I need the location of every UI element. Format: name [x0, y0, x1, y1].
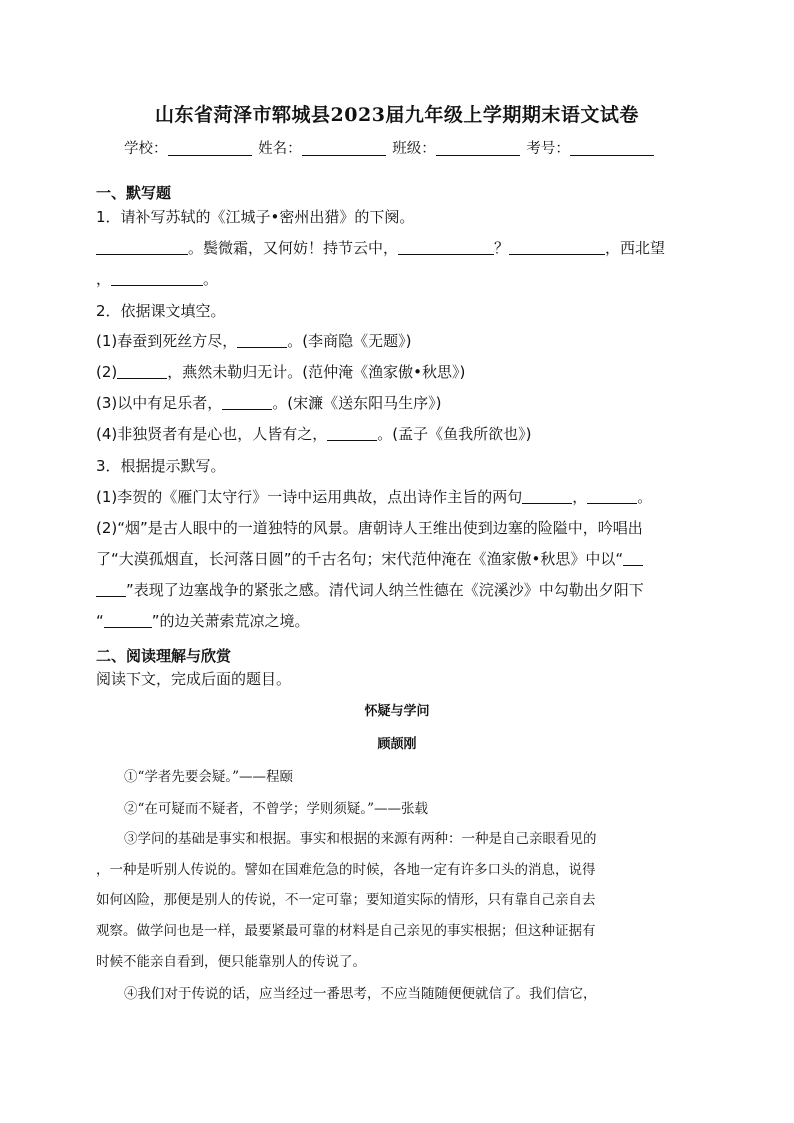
q2-item-text: ，燕然未勒归无计。(范仲淹《渔家傲•秋思》): [167, 363, 466, 381]
q1-text: ，西北望: [605, 239, 666, 257]
article-paragraph: 时候不能亲自看到，便只能靠别人的传说了。: [96, 954, 366, 970]
class-label: 班级：: [392, 141, 436, 157]
q3-text: ”表现了边塞战争的紧张之感。清代词人纳兰性德在《浣溪沙》中勾勒出夕阳下: [126, 581, 644, 599]
answer-blank[interactable]: [117, 364, 167, 379]
answer-blank[interactable]: [111, 271, 203, 286]
q3-text: ”的边关萧索荒凉之境。: [151, 612, 310, 630]
school-field[interactable]: [168, 140, 252, 156]
article-paragraph: 如何凶险，那便是别人的传说，不一定可靠；要知道实际的情形，只有靠自己亲自去: [96, 892, 596, 908]
q2-item-text: 。(孟子《鱼我所欲也》): [377, 425, 532, 443]
q1-prompt: 1．请补写苏轼的《江城子•密州出猎》的下阕。: [96, 208, 415, 226]
student-info-row: [124, 137, 656, 158]
answer-blank[interactable]: [509, 240, 605, 255]
q3-part2-line: [96, 548, 643, 569]
q2-item: [96, 392, 441, 413]
q3-prompt: 3．根据提示默写。: [96, 457, 226, 475]
q3-part2-line: [96, 610, 310, 631]
q2-item-text: 。(李商隐《无题》): [287, 332, 412, 350]
q2-item: [96, 361, 465, 382]
article-paragraph: 观察。做学问也是一样，最要紧最可靠的材料是自己亲见的事实根据；但这种证据有: [96, 923, 596, 939]
answer-blank[interactable]: [96, 240, 188, 255]
article-paragraph: ④我们对于传说的话，应当经过一番思考，不应当随随便便就信了。我们信它，: [124, 986, 597, 1002]
q1-text: ，: [96, 270, 112, 288]
q1-line2: [96, 268, 218, 289]
q2-item-text: (1)春蚕到死丝方尽，: [96, 332, 238, 350]
q3-text: 了“大漠孤烟直，长河落日圆”的千古名句；宋代范仲淹在《渔家傲•秋思》中以“: [96, 550, 624, 568]
q2-item-text: (2): [96, 363, 118, 381]
q3-part1: [96, 486, 652, 507]
article-title: 怀疑与学问: [364, 704, 430, 719]
name-label: 姓名：: [258, 141, 302, 157]
class-field[interactable]: [436, 140, 520, 156]
q3-text: (1)李贺的《雁门太守行》一诗中运用典故，点出诗作主旨的两句: [96, 488, 523, 506]
name-field[interactable]: [302, 140, 386, 156]
exam-number-field[interactable]: [570, 140, 654, 156]
q3-text: ，: [572, 488, 588, 506]
section1-heading: 一、默写题: [96, 184, 172, 202]
q1-text: 。: [203, 270, 219, 288]
reading-intro: 阅读下文，完成后面的题目。: [96, 670, 292, 688]
answer-blank[interactable]: [96, 582, 126, 597]
q2-item: [96, 330, 411, 351]
exam-number-label: 考号：: [526, 141, 570, 157]
section2-heading: 二、阅读理解与欣赏: [96, 647, 232, 665]
article-author: 顾颉刚: [377, 737, 417, 752]
answer-blank[interactable]: [587, 489, 637, 504]
exam-title: 山东省菏泽市郓城县2023届九年级上学期期末语文试卷: [155, 104, 639, 126]
article-paragraph: ，一种是听别人传说的。譬如在国难危急的时候，各地一定有许多口头的消息，说得: [96, 862, 596, 878]
answer-blank[interactable]: [237, 333, 287, 348]
q2-prompt: 2．依据课文填空。: [96, 302, 226, 320]
answer-blank[interactable]: [623, 551, 643, 566]
school-label: 学校：: [124, 141, 168, 157]
answer-blank[interactable]: [398, 240, 494, 255]
q2-item-text: 。(宋濂《送东阳马生序》): [272, 394, 442, 412]
answer-blank[interactable]: [327, 426, 377, 441]
answer-blank[interactable]: [522, 489, 572, 504]
q3-part2-line: (2)“烟”是古人眼中的一道独特的风景。唐朝诗人王维出使到边塞的险隘中，吟唱出: [96, 519, 643, 537]
q2-item: [96, 423, 531, 444]
article-paragraph: ③学问的基础是事实和根据。事实和根据的来源有两种：一种是自己亲眼看见的: [124, 831, 597, 847]
article-paragraph: ①“学者先要会疑。”——程颐: [124, 769, 294, 785]
q1-text: ？: [494, 239, 510, 257]
answer-blank[interactable]: [104, 613, 152, 628]
answer-blank[interactable]: [222, 395, 272, 410]
q3-part2-line: [96, 579, 644, 600]
q1-text: 。鬓微霜，又何妨！持节云中，: [188, 239, 399, 257]
q2-item-text: (4)非独贤者有是心也，人皆有之，: [96, 425, 328, 443]
q3-text: “: [96, 612, 104, 630]
q2-item-text: (3)以中有足乐者，: [96, 394, 223, 412]
q1-line1: [96, 237, 665, 258]
q3-text: 。: [637, 488, 653, 506]
article-paragraph: ②“在可疑而不疑者，不曾学；学则须疑。”——张载: [124, 801, 429, 817]
